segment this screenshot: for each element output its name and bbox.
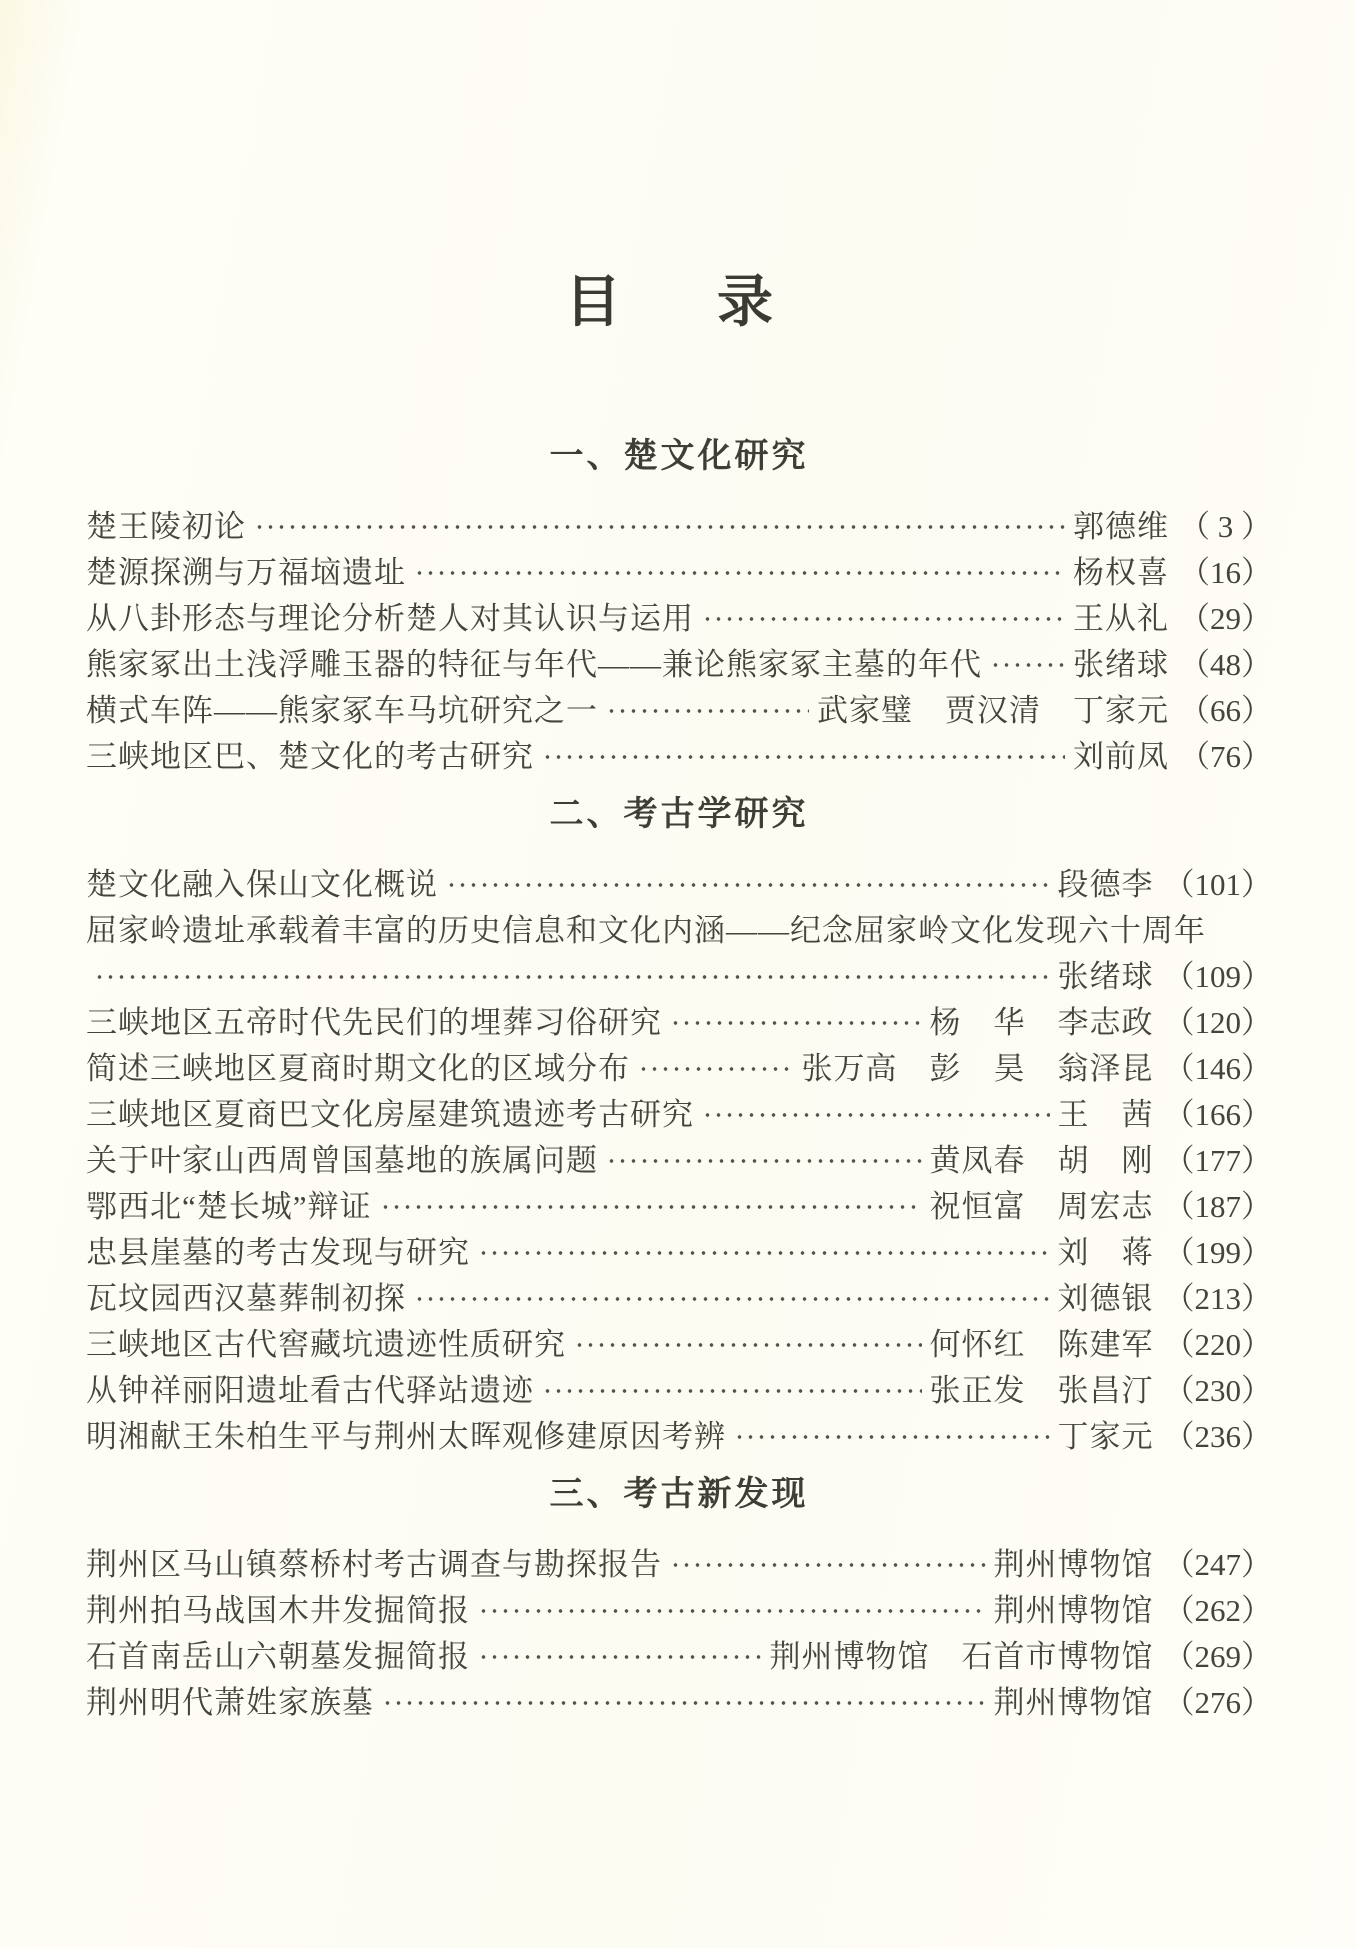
entry-page-number: （199） <box>1163 1235 1272 1270</box>
dot-leader <box>540 1368 922 1414</box>
toc-entry <box>86 550 1272 596</box>
entry-title: 屈家岭遗址承载着丰富的历史信息和文化内涵——纪念屈家岭文化发现六十周年 <box>86 913 1206 948</box>
toc-entry <box>86 1588 1272 1634</box>
entry-authors: 段德李 <box>1057 867 1154 902</box>
entry-title: 横式车阵——熊家冢车马坑研究之一 <box>86 693 598 728</box>
entry-authors: 刘德银 <box>1057 1281 1154 1316</box>
entry-authors: 杨权喜 <box>1073 555 1169 590</box>
entry-authors: 何怀红 陈建军 <box>929 1327 1154 1362</box>
entry-authors: 荆州博物馆 <box>993 1593 1154 1628</box>
entry-title: 楚王陵初论 <box>86 509 246 544</box>
entry-title: 三峡地区巴、楚文化的考古研究 <box>86 739 534 774</box>
dot-leader <box>92 954 1050 1000</box>
entry-page-number: （48） <box>1179 647 1272 682</box>
entry-authors: 祝恒富 周宏志 <box>929 1189 1154 1224</box>
entry-page-number: （262） <box>1163 1593 1272 1628</box>
entry-authors: 武家璧 贾汉清 丁家元 <box>817 693 1169 728</box>
toc-entry <box>86 688 1272 734</box>
entry-title: 从八卦形态与理论分析楚人对其认识与运用 <box>86 601 694 636</box>
toc-entry <box>86 1542 1272 1588</box>
dot-leader <box>700 596 1065 642</box>
entry-authors: 刘前凤 <box>1073 739 1169 774</box>
dot-leader <box>476 1230 1050 1276</box>
entry-title: 荆州明代萧姓家族墓 <box>86 1685 374 1720</box>
entry-title: 荆州拍马战国木井发掘简报 <box>86 1593 470 1628</box>
toc-entry <box>86 642 1272 688</box>
toc-entry <box>86 954 1272 1000</box>
toc-sections <box>86 434 1272 1726</box>
dot-leader <box>700 1092 1050 1138</box>
entry-page-number: （177） <box>1163 1143 1272 1178</box>
entry-authors: 荆州博物馆 <box>993 1547 1154 1582</box>
dot-leader <box>668 1542 986 1588</box>
toc-entry <box>86 734 1272 780</box>
dot-leader <box>380 1680 986 1726</box>
dot-leader <box>636 1046 794 1092</box>
dot-leader <box>572 1322 922 1368</box>
entry-authors: 王 茜 <box>1057 1097 1154 1132</box>
dot-leader <box>988 642 1065 688</box>
entry-page-number: （29） <box>1179 601 1272 636</box>
entry-title: 楚源探溯与万福垴遗址 <box>86 555 406 590</box>
entry-authors: 郭德维 <box>1073 509 1169 544</box>
dot-leader <box>412 550 1065 596</box>
entry-authors: 丁家元 <box>1057 1419 1154 1454</box>
entry-title: 三峡地区夏商巴文化房屋建筑遗迹考古研究 <box>86 1097 694 1132</box>
entry-authors: 张正发 张昌汀 <box>929 1373 1154 1408</box>
entry-page-number: （109） <box>1163 959 1272 994</box>
entry-title: 荆州区马山镇蔡桥村考古调查与勘探报告 <box>86 1547 662 1582</box>
entry-page-number: （76） <box>1179 739 1272 774</box>
entry-authors: 张万高 彭 昊 翁泽昆 <box>801 1051 1154 1086</box>
section-heading: 二、考古学研究 <box>549 795 809 833</box>
entry-page-number: （146） <box>1163 1051 1272 1086</box>
entry-title: 三峡地区古代窖藏坑遗迹性质研究 <box>86 1327 566 1362</box>
entry-authors: 张绪球 <box>1073 647 1169 682</box>
entry-page-number: （213） <box>1163 1281 1272 1316</box>
entry-title: 鄂西北“楚长城”辩证 <box>86 1189 372 1224</box>
toc-entry <box>86 862 1272 908</box>
toc-entry <box>86 504 1272 550</box>
entry-page-number: （247） <box>1163 1547 1272 1582</box>
entry-page-number: （236） <box>1163 1419 1272 1454</box>
entry-title: 熊家冢出土浅浮雕玉器的特征与年代——兼论熊家冢主墓的年代 <box>86 647 982 682</box>
toc-entry <box>86 908 1272 954</box>
section-heading: 一、楚文化研究 <box>549 437 809 475</box>
dot-leader <box>732 1414 1050 1460</box>
dot-leader <box>252 504 1065 550</box>
dot-leader <box>476 1634 762 1680</box>
toc-entry <box>86 1322 1272 1368</box>
entry-title: 从钟祥丽阳遗址看古代驿站遗迹 <box>86 1373 534 1408</box>
dot-leader <box>444 862 1050 908</box>
toc-entry <box>86 1634 1272 1680</box>
toc-entry <box>86 1680 1272 1726</box>
toc-section <box>86 792 1272 1460</box>
entry-page-number: （269） <box>1163 1639 1272 1674</box>
entry-title: 石首南岳山六朝墓发掘简报 <box>86 1639 470 1674</box>
entry-page-number: （166） <box>1163 1097 1272 1132</box>
entry-page-number: （66） <box>1179 693 1272 728</box>
dot-leader <box>412 1276 1050 1322</box>
toc-entry <box>86 1000 1272 1046</box>
entry-page-number: （187） <box>1163 1189 1272 1224</box>
entry-page-number: （ 3 ） <box>1179 509 1272 544</box>
entry-title: 明湘献王朱柏生平与荆州太晖观修建原因考辨 <box>86 1419 726 1454</box>
entry-authors: 黄凤春 胡 刚 <box>929 1143 1154 1178</box>
entry-authors: 荆州博物馆 石首市博物馆 <box>769 1639 1154 1674</box>
toc-entry <box>86 1414 1272 1460</box>
entry-title: 瓦坟园西汉墓葬制初探 <box>86 1281 406 1316</box>
entry-page-number: （16） <box>1179 555 1272 590</box>
entry-page-number: （230） <box>1163 1373 1272 1408</box>
entry-page-number: （101） <box>1163 867 1272 902</box>
dot-leader <box>604 1138 922 1184</box>
toc-entry <box>86 1184 1272 1230</box>
toc-entry <box>86 1092 1272 1138</box>
dot-leader <box>604 688 809 734</box>
toc-entry <box>86 596 1272 642</box>
page-title: 目 录 <box>565 272 793 334</box>
toc-entry <box>86 1276 1272 1322</box>
section-heading: 三、考古新发现 <box>549 1475 809 1513</box>
toc-entry <box>86 1046 1272 1092</box>
entry-page-number: （220） <box>1163 1327 1272 1362</box>
entry-authors: 荆州博物馆 <box>993 1685 1154 1720</box>
dot-leader <box>540 734 1065 780</box>
entry-title: 楚文化融入保山文化概说 <box>86 867 438 902</box>
toc-entry <box>86 1368 1272 1414</box>
entry-page-number: （276） <box>1163 1685 1272 1720</box>
entry-page-number: （120） <box>1163 1005 1272 1040</box>
entry-authors: 刘 蒋 <box>1057 1235 1154 1270</box>
entry-authors: 王从礼 <box>1073 601 1169 636</box>
dot-leader <box>476 1588 986 1634</box>
toc-entry <box>86 1138 1272 1184</box>
dot-leader <box>668 1000 922 1046</box>
entry-title: 忠县崖墓的考古发现与研究 <box>86 1235 470 1270</box>
entry-authors: 张绪球 <box>1057 959 1154 994</box>
entry-authors: 杨 华 李志政 <box>929 1005 1154 1040</box>
dot-leader <box>378 1184 922 1230</box>
toc-section <box>86 434 1272 780</box>
toc-entry <box>86 1230 1272 1276</box>
entry-title: 简述三峡地区夏商时期文化的区域分布 <box>86 1051 630 1086</box>
entry-title: 关于叶家山西周曾国墓地的族属问题 <box>86 1143 598 1178</box>
toc-section <box>86 1472 1272 1726</box>
entry-title: 三峡地区五帝时代先民们的埋葬习俗研究 <box>86 1005 662 1040</box>
